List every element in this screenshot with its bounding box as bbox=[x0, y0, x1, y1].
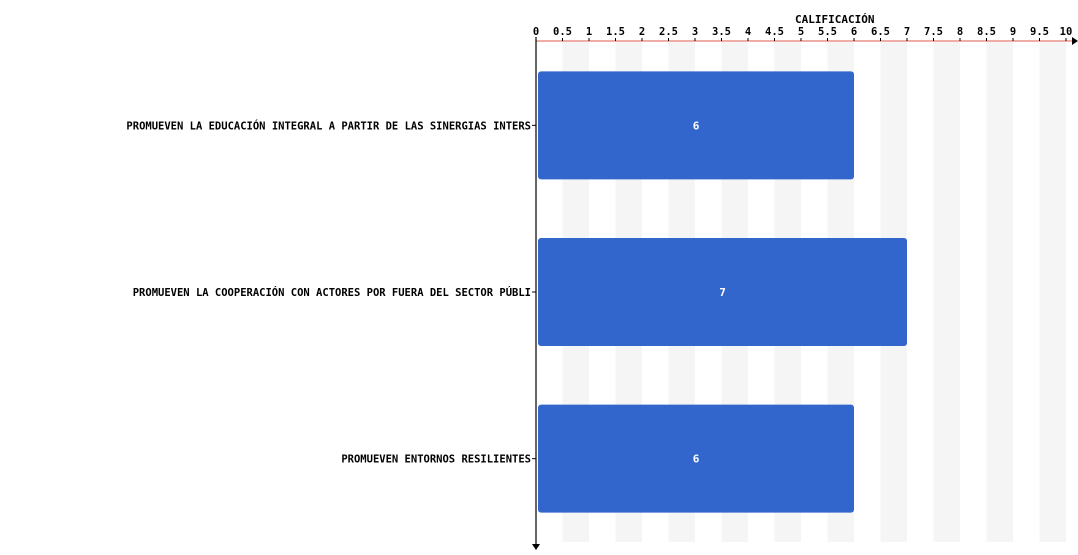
x-tick-label: 6.5 bbox=[871, 26, 890, 38]
x-tick-label: 6 bbox=[850, 26, 858, 38]
x-tick-label: 5 bbox=[797, 26, 805, 38]
x-axis-title: CALIFICACIÓN bbox=[795, 13, 875, 26]
category-label: PROMUEVEN LA COOPERACIÓN CON ACTORES POR FUERA DEL SECTOR PÚBLI bbox=[132, 287, 531, 299]
grid-band bbox=[1040, 42, 1067, 542]
x-axis-arrow bbox=[1072, 37, 1078, 45]
grid-band bbox=[934, 42, 961, 542]
x-tick-label: 1 bbox=[585, 26, 593, 38]
x-tick-label: 2.5 bbox=[659, 26, 678, 38]
x-tick-label: 7 bbox=[903, 26, 911, 38]
category-label: PROMUEVEN LA EDUCACIÓN INTEGRAL A PARTIR DE LAS SINERGIAS INTERS bbox=[126, 120, 531, 133]
x-tick-label: 0 bbox=[532, 26, 540, 38]
x-tick-label: 2 bbox=[638, 26, 646, 38]
y-axis-arrow bbox=[532, 544, 540, 550]
x-tick-label: 8.5 bbox=[977, 26, 996, 38]
x-tick-label: 8 bbox=[956, 26, 964, 38]
x-tick-label: 4 bbox=[744, 26, 752, 38]
x-tick-label: 9 bbox=[1009, 26, 1017, 38]
data-label: 7 bbox=[719, 286, 726, 299]
x-tick-label: 1.5 bbox=[606, 26, 625, 38]
x-tick-label: 9.5 bbox=[1030, 26, 1049, 38]
x-tick-label: 5.5 bbox=[818, 26, 837, 38]
data-label: 6 bbox=[692, 119, 700, 133]
x-tick-label: 3.5 bbox=[712, 26, 731, 38]
category-label: PROMUEVEN ENTORNOS RESILIENTES bbox=[341, 453, 531, 466]
data-label: 6 bbox=[692, 452, 700, 466]
x-tick-label: 3 bbox=[691, 26, 699, 38]
x-tick-label: 4.5 bbox=[765, 26, 784, 38]
x-tick-label: 7.5 bbox=[924, 26, 943, 38]
grid-band bbox=[987, 42, 1014, 542]
x-tick-label: 0.5 bbox=[553, 26, 572, 38]
x-tick-label: 10 bbox=[1059, 26, 1073, 38]
